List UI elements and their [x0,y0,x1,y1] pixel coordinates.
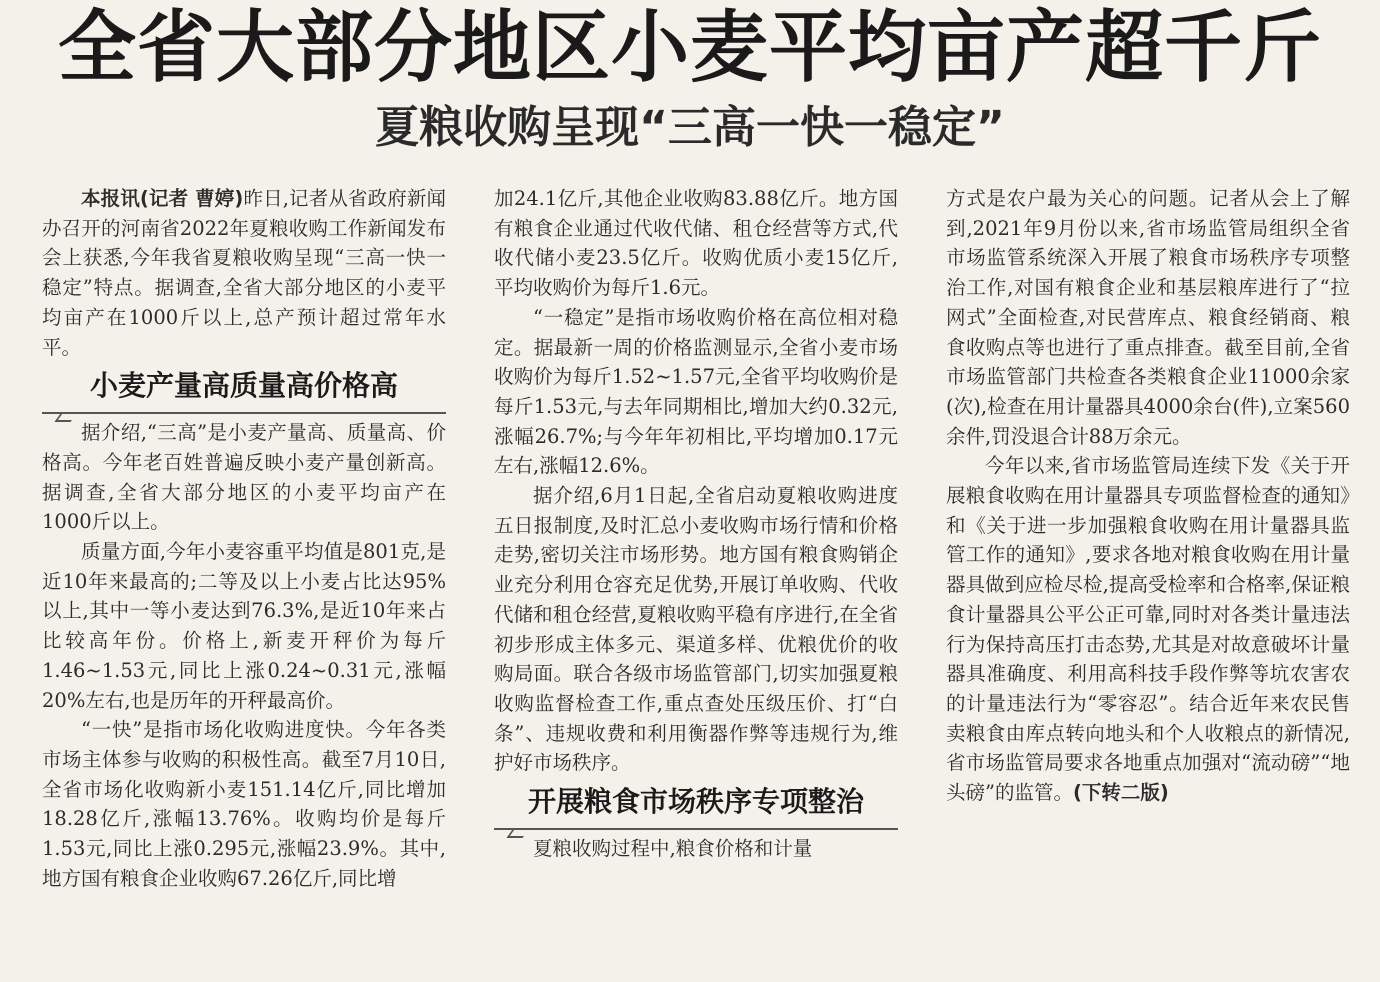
paragraph-lead [42,184,446,362]
paragraph: 夏粮收购过程中,粮食价格和计量 [533,837,813,861]
byline: 本报讯(记者 曹婷) [81,187,244,210]
paragraph: 加24.1亿斤,其他企业收购83.88亿斤。地方国有粮食企业通过代收代储、租仓经营等方式,代收代储小麦23.5亿斤。收购优质小麦15亿斤,平均收购价为每斤1.6元。 [494,187,898,300]
paragraph: “一快”是指市场化收购进度快。今年各类市场主体参与收购的积极性高。截至7月10日,全省市场化收购新小麦151.14亿斤,同比增加18.28亿斤,涨幅13.76%。收购均价是每斤1.53元,同比上涨0.295元,涨幅23.9%。其中,地方国有粮食企业收购67.26亿斤,同比增 [42,718,446,890]
paragraph: 质量方面,今年小麦容重平均值是801克,是近10年来最高的;二等及以上小麦占比达95%以上,其中一等小麦达到76.3%,是近10年来占比较高年份。价格上,新麦开秤价为每斤1.46~1.53元,同比上涨0.24~0.31元,涨幅20%左右,也是历年的开秤最高价。 [42,540,446,712]
paragraph-text: 今年以来,省市场监管局连续下发《关于开展粮食收购在用计量器具专项监督检查的通知》和《关于进一步加强粮食收购在用计量器具监管工作的通知》,要求各地对粮食收购在用计量器具做到应检尽检,提高受检率和合格率,保证粮食计量器具公平公正可靠,同时对各类计量违法行为保持高压打击态势,尤其是对故意破坏计量器具准确度、利用高科技手段作弊等坑农害农的计量违法行为“零容忍”。结合近年来农民售卖粮食由库点转向地头和个人收粮点的新情况,省市场监管局要求各地重点加强对“流动磅”“地头磅”的监管。 [946,454,1350,805]
paragraph [946,451,1350,807]
article-column-1 [42,184,446,893]
paragraph: “一稳定”是指市场收购价格在高位相对稳定。据最新一周的价格监测显示,全省小麦市场收购价为每斤1.52~1.57元,全省平均收购价是每斤1.53元,与去年同期相比,增加大约0.32元,涨幅26.7%;与今年年初相比,平均增加0.17元左右,涨幅12.6%。 [494,305,898,478]
continued-note: (下转二版) [1072,781,1169,805]
section-heading-high-yield: 小麦产量高质量高价格高 [42,366,446,414]
paragraph: 方式是农户最为关心的问题。记者从会上了解到,2021年9月份以来,省市场监管局组织全省市场监管系统深入开展了粮食市场秩序专项整治工作,对国有粮食企业和基层粮库进行了“拉网式”全面检查,对民营库点、粮食经销商、粮食收购点等也进行了重点排查。截至目前,全省市场监管部门共检查各类粮食企业11000余家(次),检查在用计量器具4000余台(件),立案560余件,罚没退合计88万余元。 [946,187,1350,448]
article-column-3 [946,184,1350,808]
paragraph: 据介绍,“三高”是小麦产量高、质量高、价格高。今年老百姓普遍反映小麦产量创新高。据调查,全省大部分地区的小麦平均亩产在1000斤以上。 [42,421,446,534]
section-heading-market-order: 开展粮食市场秩序专项整治 [494,782,898,830]
lead-text: 昨日,记者从省政府新闻办召开的河南省2022年夏粮收购工作新闻发布会上获悉,今年我省夏粮收购呈现“三高一快一稳定”特点。据调查,全省大部分地区的小麦平均亩产在1000斤以上,总产预计超过常年水平。 [42,187,446,359]
paragraph: 据介绍,6月1日起,全省启动夏粮收购进度五日报制度,及时汇总小麦收购市场行情和价格走势,密切关注市场形势。地方国有粮食购销企业充分利用仓容充足优势,开展订单收购、代收代储和租仓经营,夏粮收购平稳有序进行,在全省初步形成主体多元、渠道多样、优粮优价的收购局面。联合各级市场监管部门,切实加强夏粮收购监督检查工作,重点查处压级压价、打“白条”、违规收费和利用衡器作弊等违规行为,维护好市场秩序。 [494,484,898,775]
subheadline: 夏粮收购呈现“三高一快一稳定” [375,102,1005,153]
headline: 全省大部分地区小麦平均亩产超千斤 [57,3,1322,93]
article-column-2 [494,184,898,864]
